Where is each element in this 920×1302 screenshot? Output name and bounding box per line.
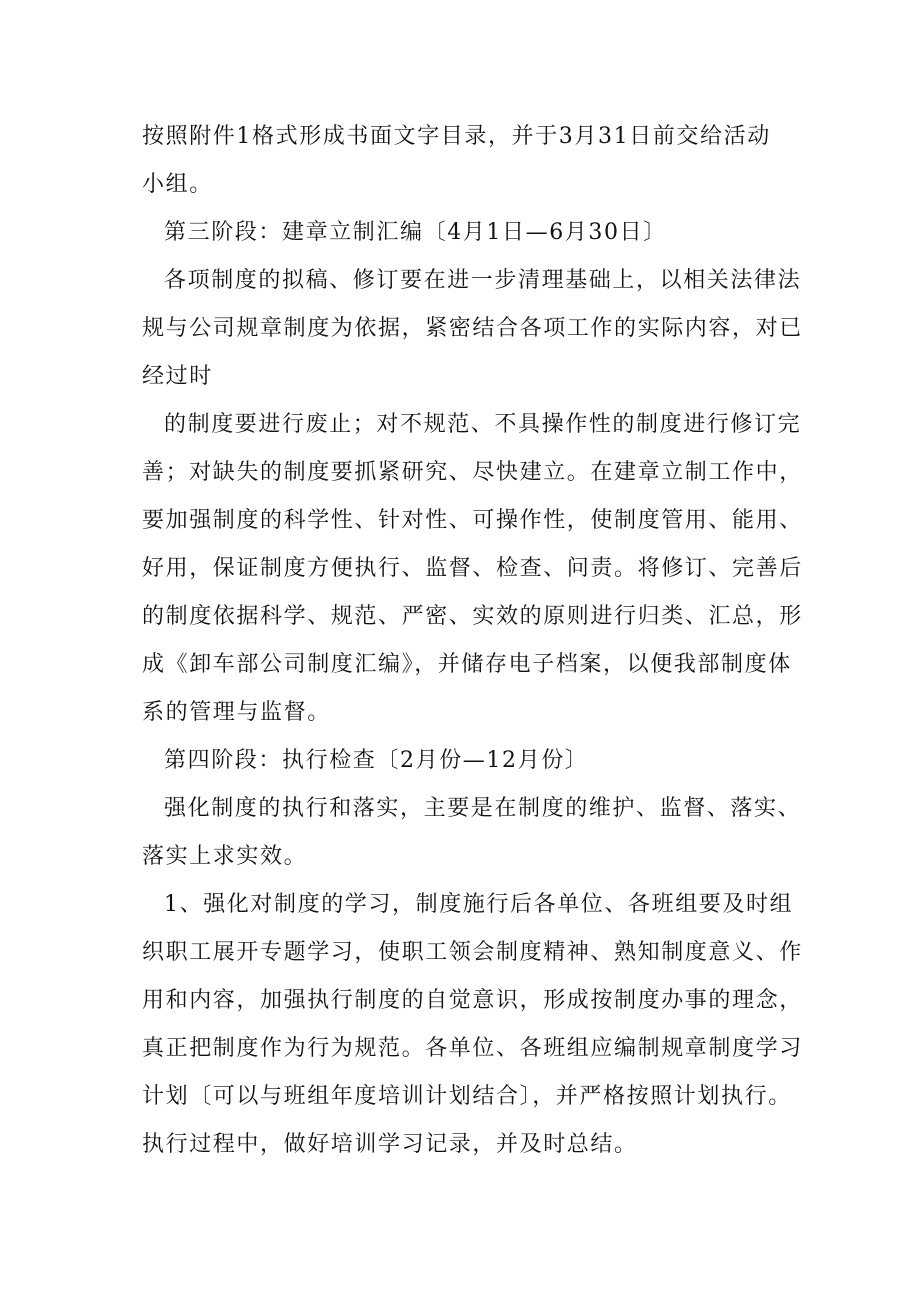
body-line: 小组。 [142,172,213,197]
section-heading-stage-4: 第四阶段：执行检查〔2月份—12月份〕 [164,748,589,773]
body-line: 用和内容，加强执行制度的自觉意识，形成按制度办事的理念， [142,988,803,1013]
body-line: 1、强化对制度的学习，制度施行后各单位、各班组要及时组 [164,892,794,917]
body-line: 好用，保证制度方便执行、监督、检查、问责。将修订、完善后 [142,556,803,581]
body-line: 的制度要进行废止；对不规范、不具操作性的制度进行修订完 [164,412,802,437]
body-line: 计划〔可以与班组年度培训计划结合〕，并严格按照计划执行。 [142,1084,792,1109]
section-heading-stage-3: 第三阶段：建章立制汇编〔4月1日—6月30日〕 [164,220,667,245]
body-line: 按照附件1格式形成书面文字目录，并于3月31日前交给活动 [142,124,771,149]
body-line: 的制度依据科学、规范、严密、实效的原则进行归类、汇总，形 [142,604,803,629]
body-line: 落实上求实效。 [142,844,308,869]
body-line: 系的管理与监督。 [142,700,331,725]
body-line: 规与公司规章制度为依据，紧密结合各项工作的实际内容，对已 [142,316,803,341]
body-line: 善；对缺失的制度要抓紧研究、尽快建立。在建章立制工作中， [142,460,803,485]
body-line: 织职工展开专题学习，使职工领会制度精神、熟知制度意义、作 [142,940,803,965]
body-line: 真正把制度作为行为规范。各单位、各班组应编制规章制度学习 [142,1036,803,1061]
body-line: 经过时 [142,364,213,389]
body-line: 强化制度的执行和落实，主要是在制度的维护、监督、落实、 [164,796,802,821]
body-line: 各项制度的拟稿、修订要在进一步清理基础上，以相关法律法 [164,268,802,293]
body-line: 成《卸车部公司制度汇编》，并储存电子档案，以便我部制度体 [142,652,792,677]
body-line: 要加强制度的科学性、针对性、可操作性，使制度管用、能用、 [142,508,803,533]
body-line: 执行过程中，做好培训学习记录，并及时总结。 [142,1132,638,1157]
